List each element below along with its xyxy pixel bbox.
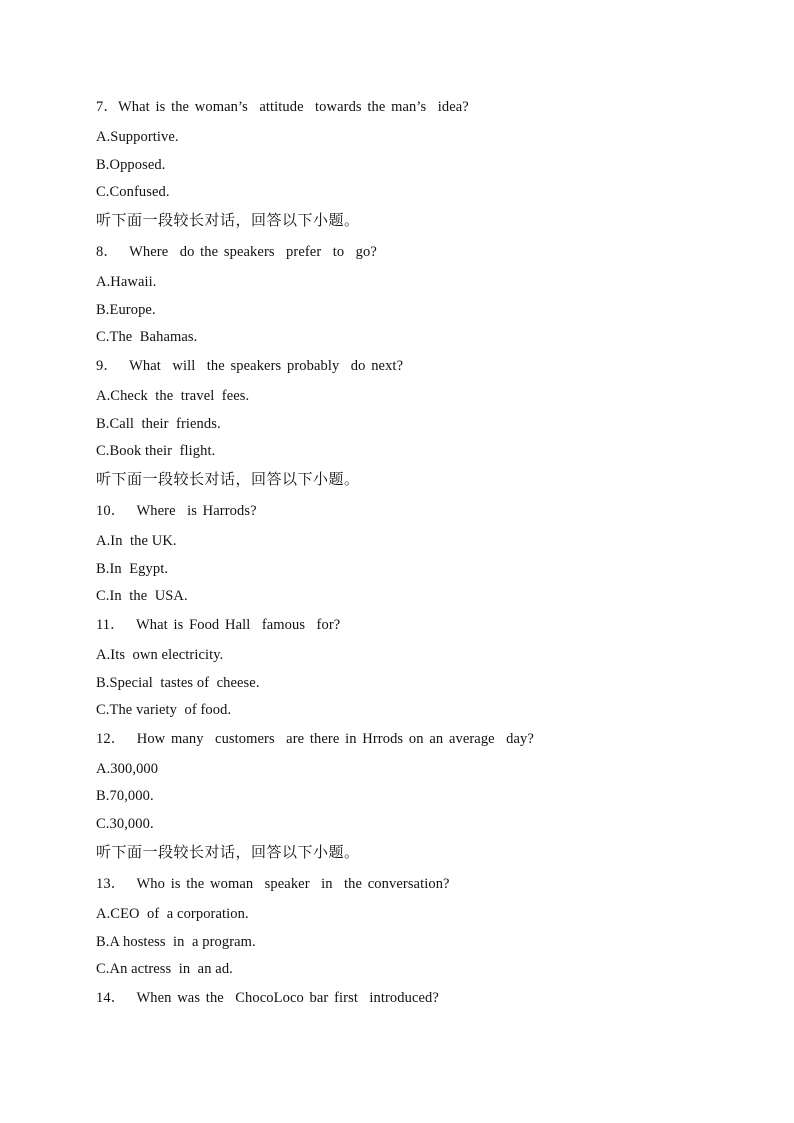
option-12b: B.70,000.	[96, 788, 154, 804]
question-11: 11． What is Food Hall famous for?	[96, 617, 341, 633]
option-11b: B.Special tastes of cheese.	[96, 675, 260, 691]
question-13: 13． Who is the woman speaker in the conversation?	[96, 876, 450, 892]
option-9c: C.Book their flight.	[96, 443, 216, 459]
question-7: 7．What is the woman’s attitude towards the man’s idea?	[96, 99, 469, 115]
option-13c: C.An actress in an ad.	[96, 961, 233, 977]
question-14: 14． When was the ChocoLoco bar first introduced?	[96, 990, 439, 1006]
option-12a: A.300,000	[96, 761, 159, 777]
question-12: 12． How many customers are there in Hrrods on an average day?	[96, 731, 534, 747]
question-10: 10． Where is Harrods?	[96, 503, 257, 519]
option-7a: A.Supportive.	[96, 129, 179, 145]
section-instruction-3: 听下面一段较长对话，回答以下小题。	[96, 843, 360, 861]
option-9a: A.Check the travel fees.	[96, 388, 250, 404]
option-7b: B.Opposed.	[96, 157, 166, 173]
option-10c: C.In the USA.	[96, 588, 188, 604]
option-8b: B.Europe.	[96, 302, 156, 318]
option-10b: B.In Egypt.	[96, 561, 169, 577]
section-instruction-2: 听下面一段较长对话，回答以下小题。	[96, 470, 360, 488]
option-13b: B.A hostess in a program.	[96, 934, 256, 950]
option-7c: C.Confused.	[96, 184, 170, 200]
option-11c: C.The variety of food.	[96, 702, 232, 718]
option-12c: C.30,000.	[96, 816, 154, 832]
option-13a: A.CEO of a corporation.	[96, 906, 249, 922]
option-9b: B.Call their friends.	[96, 416, 221, 432]
option-8a: A.Hawaii.	[96, 274, 157, 290]
question-9: 9． What will the speakers probably do next?	[96, 358, 404, 374]
option-10a: A.In the UK.	[96, 533, 177, 549]
option-11a: A.Its own electricity.	[96, 647, 224, 663]
question-8: 8． Where do the speakers prefer to go?	[96, 244, 377, 260]
option-8c: C.The Bahamas.	[96, 329, 198, 345]
section-instruction-1: 听下面一段较长对话，回答以下小题。	[96, 211, 360, 229]
